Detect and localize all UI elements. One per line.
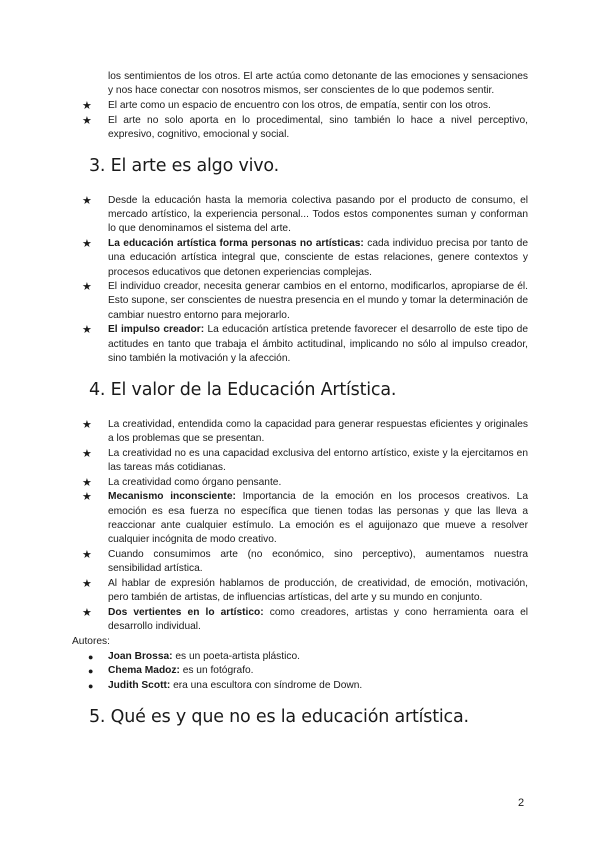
s4-item-2-text: La creatividad como órgano pensante. <box>108 476 282 488</box>
intro-list <box>72 70 528 142</box>
list-item <box>72 194 528 237</box>
star-bullet-icon: ★ <box>82 577 92 590</box>
list-item <box>72 447 528 475</box>
s3-item-1-bold: La educación artística forma personas no artísticas: <box>108 238 364 250</box>
page-number: 2 <box>518 797 525 809</box>
list-item <box>72 280 528 323</box>
star-bullet-icon: ★ <box>82 281 92 294</box>
star-bullet-icon: ★ <box>82 195 92 208</box>
list-item <box>72 490 528 547</box>
s4-item-3-text: Importancia de la emoción en los procesos creativos. La emoción es esa fuerza no específica que tienen todas las personas y que las lleva a reaccionar ante cualquier estímulo. La emoción es el aguijonazo que mueve a resolver cualquier incógnita de modo creativo. <box>108 491 528 546</box>
page-content <box>72 70 528 745</box>
s3-item-3-bold: El impulso creador: <box>108 324 205 336</box>
dot-bullet-icon: ● <box>88 666 94 677</box>
list-item <box>72 70 528 98</box>
list-item <box>72 99 528 113</box>
s3-item-3-text: La educación artística pretende favorecer el desarrollo de este tipo de actitudes en tanto que trabaja el ámbito actitudinal, implicando no sólo al impulso creador, sino también la motivación y la afección. <box>108 324 528 364</box>
author-2-desc: era una escultora con síndrome de Down. <box>170 679 363 691</box>
star-bullet-icon: ★ <box>82 476 92 489</box>
list-item <box>72 606 528 634</box>
section-4-heading: 4. El valor de la Educación Artística. <box>89 379 397 400</box>
list-item <box>72 664 528 679</box>
list-item <box>72 650 528 665</box>
list-item <box>72 679 528 694</box>
star-bullet-icon: ★ <box>82 606 92 619</box>
section-4-list <box>72 418 528 634</box>
list-item <box>72 577 528 605</box>
section-3-list <box>72 194 528 366</box>
star-bullet-icon: ★ <box>82 324 92 337</box>
star-bullet-icon: ★ <box>82 418 92 431</box>
list-item <box>72 237 528 280</box>
star-bullet-icon: ★ <box>82 447 92 460</box>
star-bullet-icon: ★ <box>82 548 92 561</box>
s4-item-3-bold: Mecanismo inconsciente: <box>108 491 236 503</box>
author-1-name: Chema Madoz: <box>108 665 180 677</box>
s4-item-6-text: como creadores, artistas y cono herramienta oara el desarrollo individual. <box>108 606 529 632</box>
star-bullet-icon: ★ <box>82 491 92 504</box>
list-item <box>72 476 528 490</box>
author-0-name: Joan Brossa: <box>108 650 173 662</box>
author-2-name: Judith Scott: <box>108 679 171 691</box>
section-3-heading: 3. El arte es algo vivo. <box>89 156 279 177</box>
intro-item-1-text: El arte como un espacio de encuentro con los otros, de empatía, sentir con los otros. <box>108 99 491 111</box>
dot-bullet-icon: ● <box>88 680 94 691</box>
list-item <box>72 114 528 142</box>
s4-item-4-text: Cuando consumimos arte (no económico, sino perceptivo), aumentamos nuestra sensibilidad artística. <box>108 548 528 574</box>
section-5-heading: 5. Qué es y que no es la educación artística. <box>89 707 469 728</box>
s4-item-5-text: Al hablar de expresión hablamos de producción, de creatividad, de emoción, motivación, pero también de artistas, de influencias artísticas, del arte y su mundo en conjunto. <box>108 577 528 603</box>
star-bullet-icon: ★ <box>82 238 92 251</box>
author-1-desc: es un fotógrafo. <box>179 665 254 677</box>
intro-item-0-text: los sentimientos de los otros. El arte actúa como detonante de las emociones y sensaciones y nos hace conectar con nosotros mismos, ser conscientes de lo que podemos sentir. <box>108 71 528 97</box>
s3-item-1-text: cada individuo precisa por tanto de una educación artística integral que, consciente de estas relaciones, genere contextos y procesos educativos que detonen experiencias complejas. <box>108 238 529 278</box>
list-item <box>72 548 528 576</box>
authors-label: Autores: <box>72 635 110 647</box>
author-0-desc: es un poeta-artista plástico. <box>172 650 300 662</box>
s3-item-0-text: Desde la educación hasta la memoria colectiva pasando por el producto de consumo, el mercado artístico, la experiencia personal... Todos estos componentes suman y conforman lo que denominamos el sistema del arte. <box>108 195 528 235</box>
s4-item-0-text: La creatividad, entendida como la capacidad para generar respuestas eficientes y originales a los problemas que se presentan. <box>108 418 528 445</box>
star-bullet-icon: ★ <box>82 99 92 112</box>
authors-list <box>72 650 528 694</box>
list-item <box>72 323 528 366</box>
list-item <box>72 418 528 446</box>
s3-item-2-text: El individuo creador, necesita generar cambios en el entorno, modificarlos, apropiarse de él. Esto supone, ser conscientes de nuestra presencia en el mundo y tomar la determinación de cambiar nuestro entorno para mejorarlo. <box>108 281 528 321</box>
intro-item-2-text: El arte no solo aporta en lo procedimental, sino también lo hace a nivel perceptivo, expresivo, cognitivo, emocional y social. <box>108 114 528 140</box>
s4-item-1-text: La creatividad no es una capacidad exclusiva del entorno artístico, existe y la ejercitamos en las tareas más cotidianas. <box>108 447 528 474</box>
s4-item-6-bold: Dos vertientes en lo artístico: <box>108 606 264 618</box>
star-bullet-icon: ★ <box>82 114 92 127</box>
dot-bullet-icon: ● <box>88 651 94 662</box>
